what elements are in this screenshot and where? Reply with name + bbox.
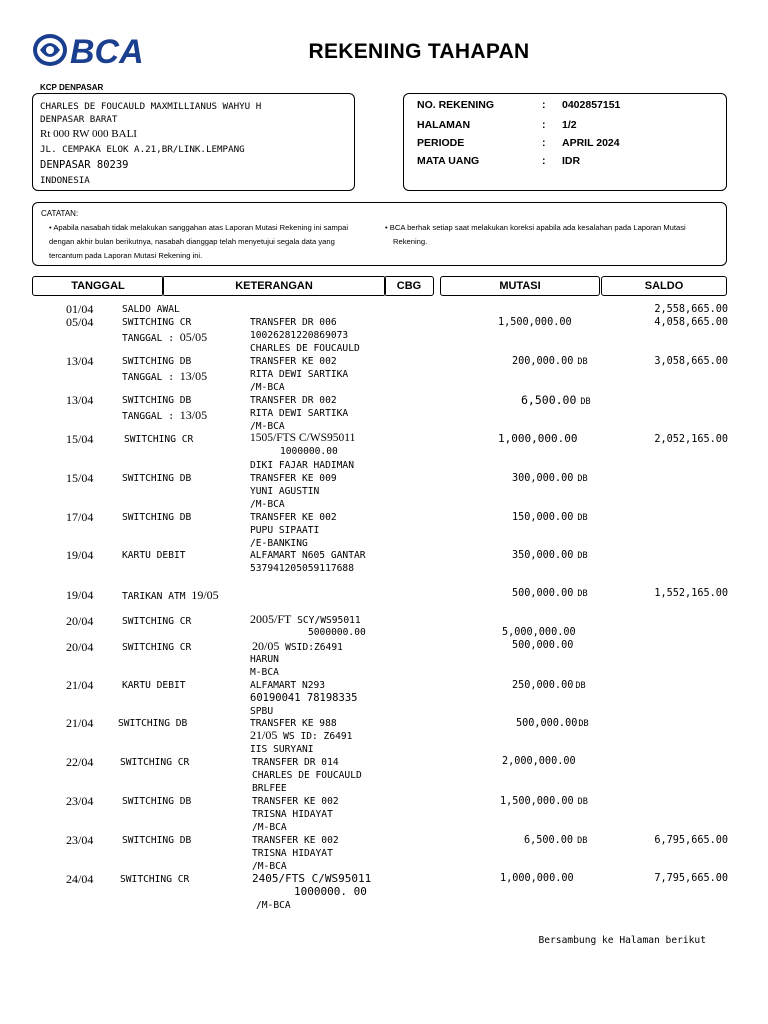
row-desc-date: TANGGAL : 05/05 <box>122 330 208 344</box>
row-date: 23/04 <box>66 833 94 847</box>
brand-text: BCA <box>70 33 144 70</box>
row-desc: SWITCHING DB <box>118 718 188 729</box>
row-mutasi: 300,000.00 DB <box>512 473 588 484</box>
row-detail: TRISNA HIDAYAT <box>252 809 333 820</box>
row-detail: /M-BCA <box>250 421 285 432</box>
row-detail: 2405/FTS C/WS95011 <box>252 872 372 885</box>
page-row: HALAMAN : 1/2 <box>417 119 577 131</box>
row-date: 01/04 <box>66 302 94 316</box>
address-box <box>32 93 355 191</box>
address-line-country: INDONESIA <box>40 175 90 186</box>
column-header-saldo: SALDO <box>601 276 727 296</box>
note-left-2: dengan akhir bulan berikutnya, nasabah dianggap telah menyetujui segala data yang <box>49 237 335 246</box>
row-desc-date: TANGGAL : 13/05 <box>122 369 208 383</box>
row-detail: RITA DEWI SARTIKA <box>250 408 349 419</box>
row-desc: KARTU DEBIT <box>122 680 186 691</box>
row-mutasi: 2,000,000.00 <box>502 756 576 767</box>
column-header-mutasi: MUTASI <box>440 276 600 296</box>
row-desc-date: TANGGAL : 13/05 <box>122 408 208 422</box>
row-mutasi: 6,500.00 DB <box>521 393 591 407</box>
row-mutasi: 150,000.00 DB <box>512 512 588 523</box>
row-detail: HARUN <box>250 654 279 665</box>
row-detail: /M-BCA <box>250 499 285 510</box>
notes-title: CATATAN: <box>41 209 79 218</box>
row-detail: 10026281220869073 <box>250 330 349 341</box>
row-detail: IIS SURYANI <box>250 744 314 755</box>
row-mutasi: 500,000.00 <box>512 640 574 651</box>
row-date: 20/04 <box>66 614 94 628</box>
row-detail: 1000000. 00 <box>294 885 367 898</box>
row-detail: ALFAMART N605 GANTAR <box>250 550 366 561</box>
row-detail: ALFAMART N293 <box>250 680 326 691</box>
row-mutasi: 1,000,000.00 <box>498 432 578 445</box>
row-detail: TRANSFER DR 014 <box>252 757 339 768</box>
row-detail: TRANSFER KE 009 <box>250 473 337 484</box>
row-desc: SWITCHING DB <box>122 796 192 807</box>
column-header-tanggal: TANGGAL <box>32 276 164 296</box>
row-mutasi: 1,500,000.00 <box>498 317 572 328</box>
row-detail: 21/05 WS ID: Z6491 <box>250 728 353 742</box>
row-desc: SWITCHING DB <box>122 473 192 484</box>
row-saldo: 3,058,665.00 <box>654 356 728 367</box>
row-date: 05/04 <box>66 315 94 329</box>
row-detail: TRISNA HIDAYAT <box>252 848 333 859</box>
row-desc: SWITCHING CR <box>122 317 192 328</box>
row-date: 15/04 <box>66 432 94 446</box>
row-date: 19/04 <box>66 588 94 602</box>
row-detail: TRANSFER KE 988 <box>250 718 337 729</box>
row-desc: SWITCHING CR <box>120 874 190 885</box>
row-detail: M-BCA <box>250 667 279 678</box>
row-detail: CHARLES DE FOUCAULD <box>250 343 360 354</box>
row-detail: 1505/FTS C/WS95011 <box>250 432 356 444</box>
row-date: 20/04 <box>66 640 94 654</box>
note-right-1: • BCA berhak setiap saat melakukan koreksi apabila ada kesalahan pada Laporan Mutasi <box>385 223 686 232</box>
row-detail: YUNI AGUSTIN <box>250 486 320 497</box>
row-desc: SWITCHING DB <box>122 395 192 406</box>
row-saldo: 4,058,665.00 <box>654 317 728 328</box>
address-line-street: JL. CEMPAKA ELOK A.21,BR/LINK.LEMPANG <box>40 144 245 155</box>
row-detail: TRANSFER KE 002 <box>252 835 339 846</box>
continued-note: Bersambung ke Halaman berikut <box>538 935 706 946</box>
row-date: 22/04 <box>66 755 94 769</box>
statement-title: REKENING TAHAPAN <box>308 40 530 63</box>
row-mutasi: 200,000.00 DB <box>512 356 588 367</box>
row-detail: 537941205059117688 <box>250 563 354 574</box>
row-detail: TRANSFER DR 002 <box>250 395 337 406</box>
row-detail: /M-BCA <box>252 861 287 872</box>
row-desc: SWITCHING DB <box>122 835 192 846</box>
row-mutasi: 350,000.00 DB <box>512 550 588 561</box>
row-date: 21/04 <box>66 716 94 730</box>
row-desc: KARTU DEBIT <box>122 550 186 561</box>
row-detail: TRANSFER KE 002 <box>252 796 339 807</box>
row-date: 19/04 <box>66 548 94 562</box>
currency-row: MATA UANG : IDR <box>417 155 581 167</box>
row-detail: /M-BCA <box>256 900 291 911</box>
row-detail: PUPU SIPAATI <box>250 525 320 536</box>
row-desc: SWITCHING DB <box>122 512 192 523</box>
row-detail: 60190041 78198335 <box>250 692 358 704</box>
row-detail: RITA DEWI SARTIKA <box>250 369 349 380</box>
row-detail: SPBU <box>250 706 274 717</box>
row-detail: /M-BCA <box>250 382 285 393</box>
account-number-row: NO. REKENING : 0402857151 <box>417 99 621 111</box>
row-desc: SALDO AWAL <box>122 304 180 315</box>
column-header-cbg: CBG <box>384 276 434 296</box>
column-header-keterangan: KETERANGAN <box>162 276 386 296</box>
row-desc: SWITCHING CR <box>122 642 192 653</box>
row-detail: 2005/FT SCY/WS95011 <box>250 612 361 626</box>
address-line-name: CHARLES DE FOUCAULD MAXMILLIANUS WAHYU H <box>40 101 262 112</box>
row-saldo: 2,052,165.00 <box>654 434 728 445</box>
row-desc: SWITCHING CR <box>124 434 194 445</box>
row-mutasi: 250,000.00 DB <box>512 680 586 691</box>
row-mutasi: 500,000.00 DB <box>512 588 588 599</box>
note-left-3: tercantum pada Laporan Mutasi Rekening ini. <box>49 251 203 260</box>
account-number-value: 0402857151 <box>562 99 621 111</box>
row-saldo: 2,558,665.00 <box>654 304 728 315</box>
row-saldo: 1,552,165.00 <box>654 588 728 599</box>
period-row: PERIODE : APRIL 2024 <box>417 137 620 149</box>
row-desc: TARIKAN ATM 19/05 <box>122 588 219 602</box>
note-right-2: Rekening. <box>393 237 428 246</box>
row-detail: TRANSFER KE 002 <box>250 512 337 523</box>
row-detail: DIKI FAJAR HADIMAN <box>250 460 354 471</box>
row-detail: BRLFEE <box>252 783 287 794</box>
period-value: APRIL 2024 <box>562 137 620 149</box>
row-date: 24/04 <box>66 872 94 886</box>
branch-label: KCP DENPASAR <box>40 83 104 92</box>
row-saldo: 6,795,665.00 <box>654 835 728 846</box>
row-date: 13/04 <box>66 393 94 407</box>
row-date: 13/04 <box>66 354 94 368</box>
row-mutasi: 5,000,000.00 <box>502 627 576 638</box>
row-detail: 1000000.00 <box>280 446 338 457</box>
row-date: 17/04 <box>66 510 94 524</box>
address-line-district: DENPASAR BARAT <box>40 114 118 125</box>
row-detail: TRANSFER KE 002 <box>250 356 337 367</box>
row-desc: SWITCHING CR <box>120 757 190 768</box>
row-desc: SWITCHING DB <box>122 356 192 367</box>
notes-box <box>32 202 727 266</box>
row-date: 15/04 <box>66 471 94 485</box>
row-detail: 20/05 WSID:Z6491 <box>252 639 343 653</box>
address-line-rt: Rt 000 RW 000 BALI <box>40 128 137 140</box>
row-mutasi: 1,500,000.00 DB <box>500 796 588 807</box>
account-info-box <box>403 93 727 191</box>
row-date: 21/04 <box>66 678 94 692</box>
currency-value: IDR <box>562 155 581 167</box>
row-date: 23/04 <box>66 794 94 808</box>
address-line-city: DENPASAR 80239 <box>40 159 129 171</box>
row-desc: SWITCHING CR <box>122 616 192 627</box>
row-mutasi: 500,000.00DB <box>516 718 589 729</box>
row-detail: CHARLES DE FOUCAULD <box>252 770 362 781</box>
row-detail: 5000000.00 <box>308 627 366 638</box>
row-mutasi: 6,500.00 DB <box>524 835 588 846</box>
row-mutasi: 1,000,000.00 <box>500 873 574 884</box>
row-detail: /M-BCA <box>252 822 287 833</box>
row-detail: TRANSFER DR 006 <box>250 317 337 328</box>
page-value: 1/2 <box>562 119 577 131</box>
row-saldo: 7,795,665.00 <box>654 873 728 884</box>
note-left-1: • Apabila nasabah tidak melakukan sanggahan atas Laporan Mutasi Rekening ini sampai <box>49 223 349 232</box>
row-detail: /E-BANKING <box>250 538 308 549</box>
